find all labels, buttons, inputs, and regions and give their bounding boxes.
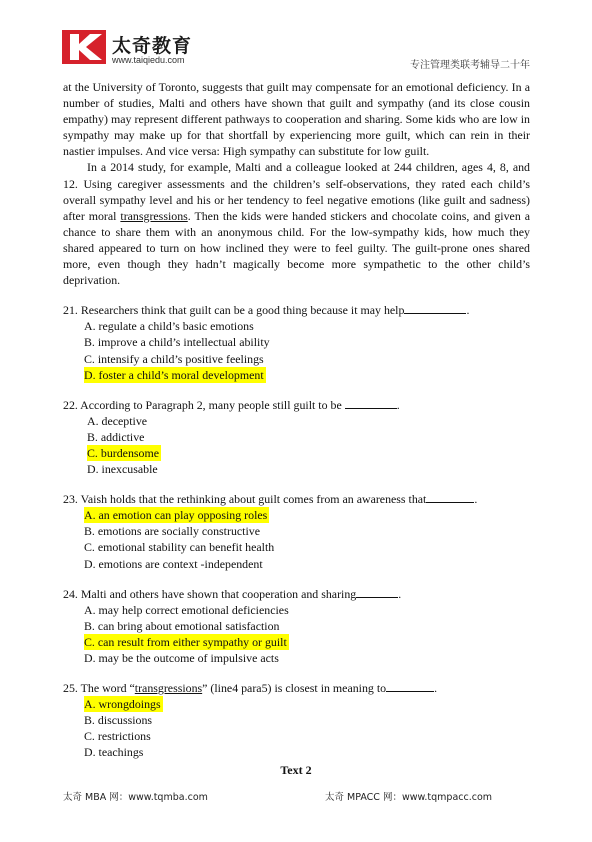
options-list <box>63 507 530 571</box>
logo-text: 太奇教育 <box>112 35 193 57</box>
answer-blank <box>356 586 398 598</box>
question-21 <box>63 302 530 382</box>
passage-paragraph-1: at the University of Toronto, suggests that guilt may compensate for an emotional deficiency. In a number of studies, Malti and others have shown that guilt and sympathy (and its close cousin empathy) may represent different pathways to cooperation and sharing. Some kids who are low in sympathy may make up for that shortfall by experiencing more guilt, which can rein in their nastier impulses. And vice versa: High sympathy can substitute for low guilt. <box>63 80 530 159</box>
passage-paragraph-2 <box>63 159 530 288</box>
question-24 <box>63 586 530 666</box>
page-content <box>63 79 530 761</box>
option-d: D. foster a child’s moral development <box>84 367 264 382</box>
section-title: Text 2 <box>280 763 312 777</box>
question-stem: 24. Malti and others have shown that cooperation and sharing . <box>63 586 402 601</box>
logo-url: www.taiqiedu.com <box>112 55 185 65</box>
option-a: A. may help correct emotional deficiencies <box>84 602 289 617</box>
answer-blank <box>404 302 466 314</box>
option-b: B. addictive <box>87 429 145 444</box>
options-list <box>63 696 530 760</box>
option-d: D. inexcusable <box>87 462 158 477</box>
answer-blank <box>426 491 474 503</box>
option-b: B. discussions <box>84 713 153 728</box>
option-c: C. intensify a child’s positive feelings <box>84 351 264 366</box>
question-23 <box>63 491 530 571</box>
footer-left: 太奇 MBA 网：www.tqmba.com <box>63 792 208 803</box>
passage-text: . Then the kids were handed stickers and chocolate coins, and given a chance to share them with an anonymous child. For the low-sympathy kids, how much they shared appeared to turn on how inclined they were to feel guilty. The guilt-prone ones shared more, even though they hadn’t magically become more sympathetic to the other child’s deprivation. <box>63 208 530 288</box>
option-b: B. improve a child’s intellectual ability <box>84 335 270 350</box>
taiqi-logo-icon <box>62 30 106 64</box>
underlined-word: transgressions <box>120 208 188 223</box>
page-header <box>0 0 592 78</box>
options-list <box>63 413 530 477</box>
option-a: A. an emotion can play opposing roles <box>84 508 268 523</box>
question-stem: 25. The word “transgressions” (line4 para5) is closest in meaning to . <box>63 681 438 696</box>
option-c: C. burdensome <box>87 445 159 460</box>
underlined-word: transgressions <box>134 681 203 696</box>
option-a: A. regulate a child’s basic emotions <box>84 319 254 334</box>
option-c: C. restrictions <box>84 729 151 744</box>
footer-right: 太奇 MPACC 网：www.tqmpacc.com <box>325 792 493 803</box>
option-d: D. emotions are context -independent <box>84 556 263 571</box>
answer-blank <box>386 680 434 692</box>
option-d: D. teachings <box>84 745 144 760</box>
option-a: A. deceptive <box>87 413 148 428</box>
option-b: B. emotions are socially constructive <box>84 524 261 539</box>
question-stem: 23. Vaish holds that the rethinking about guilt comes from an awareness that . <box>63 492 478 507</box>
question-22 <box>63 397 530 477</box>
option-c: C. emotional stability can benefit health <box>84 540 275 555</box>
option-c: C. can result from either sympathy or guilt <box>84 634 287 649</box>
option-a: A. wrongdoings <box>84 697 161 712</box>
passage-text: In a 2014 study, for example, Malti and a colleague looked at 244 children, ages 4, 8, and 12. Using caregiver assessments and the children’s self-observations, they rated each child’s overall sympathy level and his or her tendency to feel negative emotions (like guilt and sadness) after moral <box>63 160 530 223</box>
option-b: B. can bring about emotional satisfaction <box>84 618 280 633</box>
options-list <box>63 318 530 382</box>
question-stem: 22. According to Paragraph 2, many people still guilt to be . <box>63 397 400 412</box>
question-stem: 21. Researchers think that guilt can be a good thing because it may help . <box>63 303 470 318</box>
header-tagline: 专注管理类联考辅导二十年 <box>410 60 530 71</box>
question-25 <box>63 680 530 760</box>
options-list <box>63 602 530 666</box>
option-d: D. may be the outcome of impulsive acts <box>84 651 279 665</box>
answer-blank <box>345 397 397 409</box>
